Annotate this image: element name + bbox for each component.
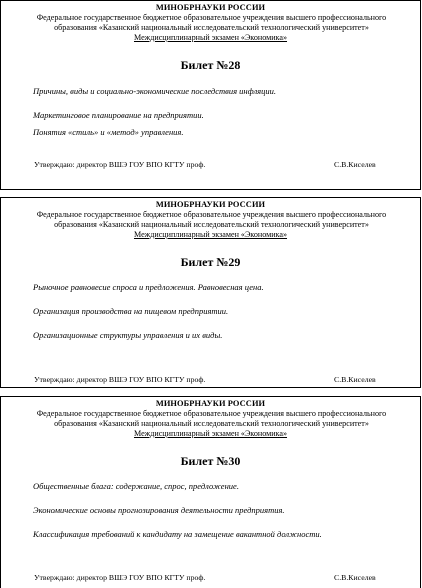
ticket-title: Билет №29	[180, 255, 241, 269]
question: Общественные блага: содержание, спрос, предложение.	[33, 481, 239, 491]
ticket-title: Билет №28	[180, 58, 241, 72]
organization-line: Федеральное государственное бюджетное образовательное учреждения высшего профессионального	[36, 13, 387, 22]
exam-ticket	[0, 396, 421, 588]
question: Экономические основы прогнозирования деятельности предприятия.	[33, 505, 285, 515]
question: Организационные структуры управления и их виды.	[33, 330, 223, 340]
exam-ticket	[0, 0, 421, 190]
exam-name-text: Междисциплинарный экзамен «Экономика»	[133, 429, 288, 438]
organization-line: Федеральное государственное бюджетное образовательное учреждения высшего профессионального	[36, 409, 387, 418]
signer-name: С.В.Киселев	[334, 573, 376, 582]
question: Классификация требований к кандидату на замещение вакантной должности.	[33, 529, 322, 539]
question: Организация производства на пищевом предприятии.	[33, 306, 229, 316]
question: Маркетинговое планирование на предприятии.	[33, 110, 204, 120]
organization-name	[5, 13, 418, 33]
signer-name: С.В.Киселев	[334, 160, 376, 169]
question: Причины, виды и социально-экономические последствия инфляции.	[33, 86, 276, 96]
ministry-header: МИНОБРНАУКИ РОССИИ	[155, 399, 266, 408]
exam-name	[1, 33, 420, 42]
exam-name-text: Междисциплинарный экзамен «Экономика»	[133, 230, 288, 239]
exam-name	[1, 230, 420, 239]
ticket-title: Билет №30	[180, 454, 241, 468]
exam-name	[1, 429, 420, 438]
exam-name-text: Междисциплинарный экзамен «Экономика»	[133, 33, 288, 42]
organization-line: образования «Казанский национальный исследовательский технологический университет»	[54, 419, 369, 428]
organization-line: образования «Казанский национальный исследовательский технологический университет»	[54, 220, 369, 229]
organization-name	[5, 409, 418, 429]
organization-line: образования «Казанский национальный исследовательский технологический университет»	[54, 23, 369, 32]
approval-text: Утверждаю: директор ВШЭ ГОУ ВПО КГТУ проф.	[34, 375, 206, 384]
question: Рыночное равновесие спроса и предложения. Равновесная цена.	[33, 282, 264, 292]
organization-name	[5, 210, 418, 230]
ministry-header: МИНОБРНАУКИ РОССИИ	[155, 200, 266, 209]
approval-text: Утверждаю: директор ВШЭ ГОУ ВПО КГТУ проф.	[34, 573, 206, 582]
ministry-header: МИНОБРНАУКИ РОССИИ	[155, 3, 266, 12]
exam-ticket	[0, 197, 421, 388]
question: Понятия «стиль» и «метод» управления.	[33, 127, 184, 137]
organization-line: Федеральное государственное бюджетное образовательное учреждения высшего профессионального	[36, 210, 387, 219]
signer-name: С.В.Киселев	[334, 375, 376, 384]
approval-text: Утверждаю: директор ВШЭ ГОУ ВПО КГТУ проф.	[34, 160, 206, 169]
